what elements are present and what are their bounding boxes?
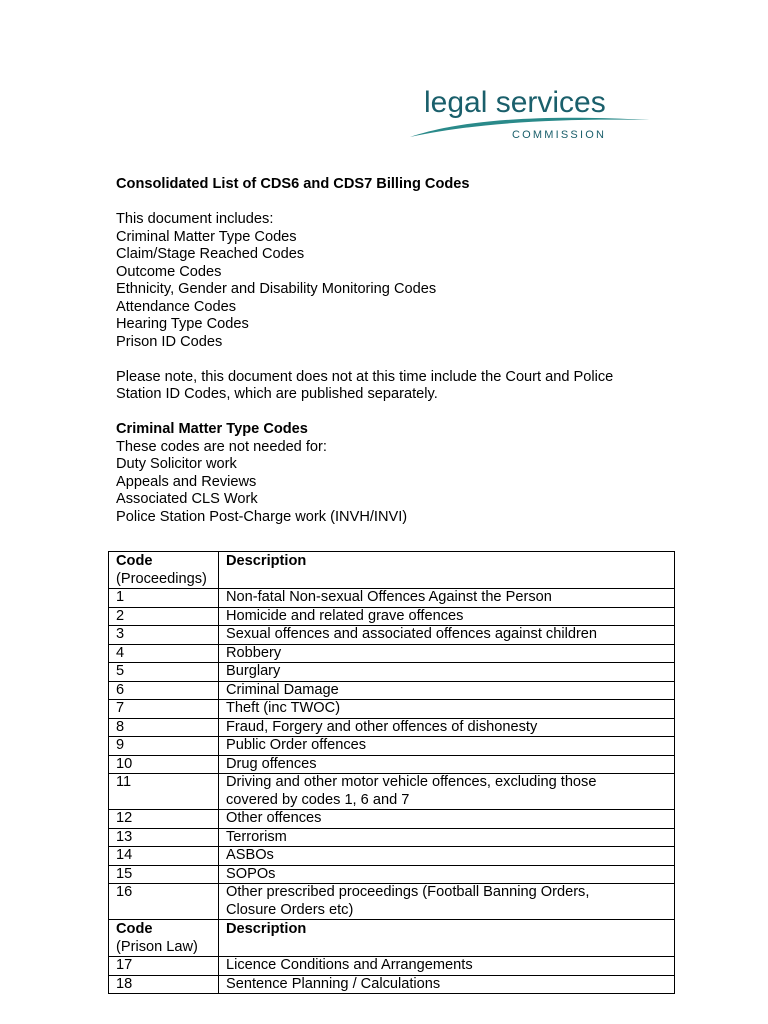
header-desc-cell: Description	[219, 920, 675, 957]
header-code-sub: (Prison Law)	[116, 938, 198, 955]
not-needed-item: Appeals and Reviews	[116, 473, 257, 490]
desc-cell	[219, 884, 675, 920]
includes-item: Outcome Codes	[116, 263, 222, 280]
desc-cell: Non-fatal Non-sexual Offences Against the Person	[219, 589, 675, 608]
table-row	[109, 607, 675, 626]
code-cell: 2	[109, 607, 219, 626]
desc-cell: ASBOs	[219, 847, 675, 866]
header-desc-cell: Description	[219, 552, 675, 589]
desc-cell: Criminal Damage	[219, 681, 675, 700]
code-cell: 16	[109, 884, 219, 920]
code-cell: 1	[109, 589, 219, 608]
desc-cell: Other offences	[219, 810, 675, 829]
table-row	[109, 718, 675, 737]
code-cell: 8	[109, 718, 219, 737]
desc-cell: Homicide and related grave offences	[219, 607, 675, 626]
includes-item: Hearing Type Codes	[116, 316, 249, 332]
code-cell: 14	[109, 847, 219, 866]
note-line: Station ID Codes, which are published separately.	[116, 386, 438, 402]
code-cell: 4	[109, 644, 219, 663]
table-row	[109, 681, 675, 700]
lsc-logo	[400, 82, 660, 146]
header-code-label: Code	[116, 921, 153, 937]
header-code-sub: (Proceedings)	[116, 570, 207, 587]
desc-cell: Terrorism	[219, 828, 675, 847]
header-code-cell	[109, 552, 219, 589]
table-row	[109, 626, 675, 645]
not-needed-item: Duty Solicitor work	[116, 456, 237, 472]
includes-item: Criminal Matter Type Codes	[116, 228, 297, 245]
code-cell: 7	[109, 700, 219, 719]
includes-item: Claim/Stage Reached Codes	[116, 246, 305, 262]
section-heading: Criminal Matter Type Codes	[116, 421, 308, 437]
desc-cell: Robbery	[219, 644, 675, 663]
desc-line: Other prescribed proceedings (Football Banning Orders,	[226, 884, 590, 900]
includes-intro: This document includes:	[116, 211, 274, 227]
includes-section	[116, 211, 676, 351]
document-body	[116, 176, 676, 526]
header-code-label: Code	[116, 553, 153, 569]
table-row	[109, 884, 675, 920]
table-row	[109, 810, 675, 829]
table-row	[109, 975, 675, 994]
desc-cell: Public Order offences	[219, 737, 675, 756]
section-intro: These codes are not needed for:	[116, 438, 327, 455]
includes-item: Prison ID Codes	[116, 333, 223, 350]
code-cell: 6	[109, 681, 219, 700]
code-cell: 18	[109, 975, 219, 994]
document-title: Consolidated List of CDS6 and CDS7 Billing Codes	[116, 176, 470, 192]
note-paragraph	[116, 369, 676, 404]
code-cell: 3	[109, 626, 219, 645]
table-row	[109, 755, 675, 774]
desc-cell: SOPOs	[219, 865, 675, 884]
table-row	[109, 700, 675, 719]
table-header-row	[109, 920, 675, 957]
desc-cell: Sentence Planning / Calculations	[219, 975, 675, 994]
desc-cell: Drug offences	[219, 755, 675, 774]
table-header-row	[109, 552, 675, 589]
code-cell: 13	[109, 828, 219, 847]
code-cell: 9	[109, 737, 219, 756]
table-row	[109, 828, 675, 847]
logo-text-line2: COMMISSION	[512, 129, 607, 141]
desc-cell: Fraud, Forgery and other offences of dishonesty	[219, 718, 675, 737]
includes-item: Attendance Codes	[116, 298, 237, 315]
desc-cell: Sexual offences and associated offences against children	[219, 626, 675, 645]
note-line: Please note, this document does not at this time include the Court and Police	[116, 368, 614, 385]
code-cell: 5	[109, 663, 219, 682]
logo-text-line1: legal services	[424, 86, 606, 119]
not-needed-item: Associated CLS Work	[116, 491, 258, 507]
header-code-cell	[109, 920, 219, 957]
criminal-matter-section	[116, 421, 676, 526]
table-row	[109, 737, 675, 756]
table-row	[109, 847, 675, 866]
table-row	[109, 589, 675, 608]
code-cell: 12	[109, 810, 219, 829]
not-needed-item: Police Station Post-Charge work (INVH/INVI)	[116, 508, 408, 525]
desc-line: covered by codes 1, 6 and 7	[226, 791, 410, 808]
code-cell: 15	[109, 865, 219, 884]
table-row	[109, 663, 675, 682]
desc-cell: Theft (inc TWOC)	[219, 700, 675, 719]
includes-item: Ethnicity, Gender and Disability Monitoring Codes	[116, 281, 437, 297]
desc-cell	[219, 774, 675, 810]
table-row	[109, 644, 675, 663]
table-row	[109, 774, 675, 810]
code-cell: 10	[109, 755, 219, 774]
desc-line: Closure Orders etc)	[226, 901, 354, 918]
code-cell: 11	[109, 774, 219, 810]
desc-cell: Licence Conditions and Arrangements	[219, 957, 675, 976]
codes-table	[108, 551, 675, 994]
table-row	[109, 865, 675, 884]
table-row	[109, 957, 675, 976]
code-cell: 17	[109, 957, 219, 976]
desc-line: Driving and other motor vehicle offences, excluding those	[226, 774, 597, 790]
desc-cell: Burglary	[219, 663, 675, 682]
